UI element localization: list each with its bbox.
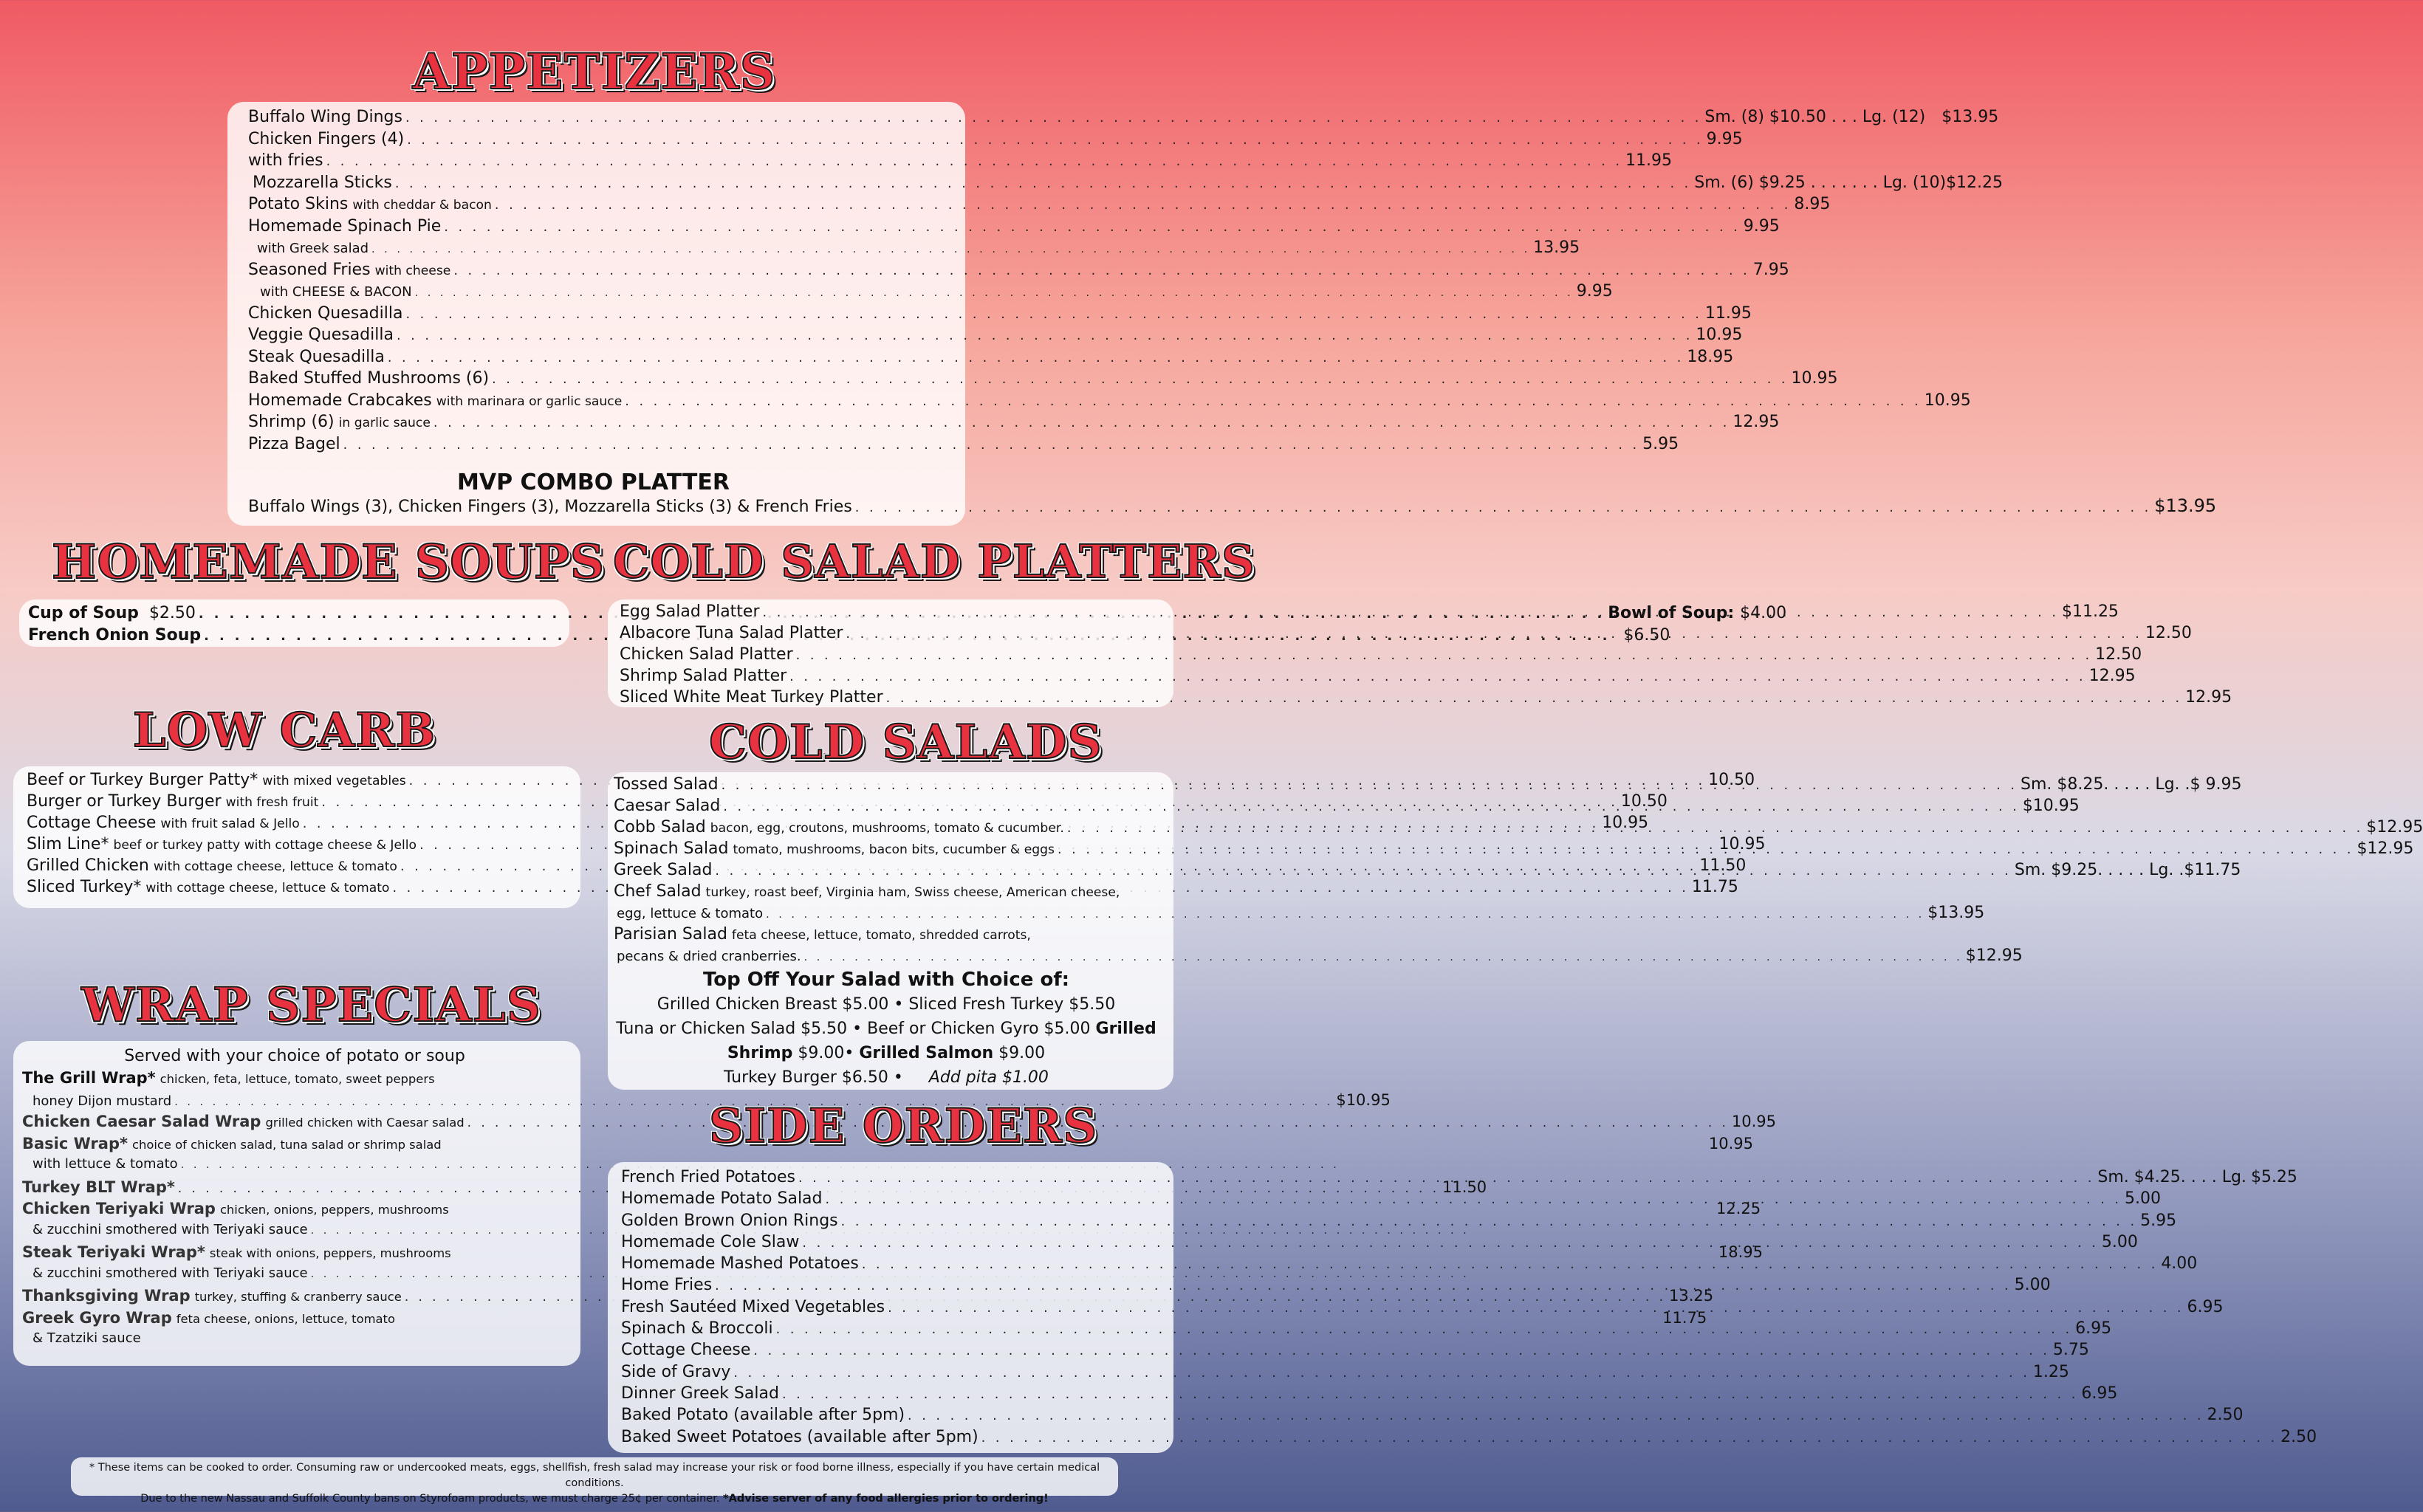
list-item [248, 195, 1831, 217]
disclaimer-line: * These items can be cooked to order. Consuming raw or undercooked meats, eggs, shellfish, fresh salad may increase your risk or food borne illness, especially if you have certain medical conditions. [89, 1462, 1100, 1489]
appetizers-heading: APPETIZERS [412, 43, 776, 100]
item-description: with mixed vegetables [262, 774, 406, 788]
item-price: 6.95 [2075, 1319, 2112, 1339]
list-item [248, 173, 2004, 196]
item-price: $12.25 [1946, 173, 2004, 192]
item-name: Shrimp Salad Platter [620, 667, 787, 685]
leader-dots [766, 909, 1925, 921]
appetizers-panel [227, 102, 2217, 526]
item-name: Chicken Caesar Salad Wrap [22, 1113, 261, 1130]
appetizers-list [248, 108, 2004, 456]
list-item-continuation [22, 1330, 567, 1353]
item-price: $10.95 [2022, 797, 2080, 815]
item-price: 10.95 [1791, 369, 1838, 388]
list-item [248, 216, 1780, 239]
item-name: Spinach Salad [614, 839, 729, 858]
leader-dots [804, 952, 1963, 963]
item-price: $12.95 [2357, 839, 2414, 858]
item-price: $12.95 [2366, 818, 2423, 836]
item-sizes: Sm. (8) $10.50 . . . Lg. (12) [1704, 108, 1926, 126]
item-price: 12.95 [1733, 413, 1780, 431]
leader-dots [733, 1366, 2029, 1381]
item-description: chicken, onions, peppers, mushrooms [219, 1203, 449, 1217]
leader-dots [782, 1387, 2078, 1402]
item-price: 2.50 [2280, 1427, 2317, 1446]
leader-dots [789, 670, 2086, 684]
item-price: 12.25 [1716, 1200, 1761, 1217]
list-item-continuation [614, 904, 1985, 925]
item-description: tomato, mushrooms, bacon bits, cucumber & eggs [733, 842, 1055, 857]
list-item [248, 369, 1838, 391]
item-name: Pizza Bagel [248, 434, 340, 453]
toppings-text: $9.00• [798, 1044, 854, 1062]
list-item [621, 1384, 2118, 1406]
leader-dots [763, 605, 2059, 620]
list-item [621, 1427, 2317, 1449]
item-name: Cottage Cheese [621, 1341, 751, 1360]
item-price: $11.75 [2184, 861, 2241, 879]
item-name: Mozzarella Sticks [253, 173, 392, 192]
item-name: Egg Salad Platter [620, 602, 760, 621]
list-item [621, 1362, 2069, 1384]
leader-dots [796, 648, 2092, 663]
item-name: Side of Gravy [621, 1362, 731, 1381]
item-name: Chicken Fingers (4) [248, 129, 405, 148]
item-price: 5.00 [2124, 1189, 2161, 1209]
item-name: Sliced Turkey* [27, 878, 142, 896]
item-price: 10.95 [1731, 1113, 1776, 1130]
cold-salads-heading: COLD SALADS [709, 715, 1103, 770]
item-name: Potato Skins [248, 195, 349, 213]
item-name: Shrimp (6) [248, 413, 335, 431]
list-item [248, 434, 1679, 457]
list-item [620, 688, 2232, 709]
toppings-text: Add pita $1.00 [928, 1068, 1049, 1087]
item-name: Buffalo Wing Dings [248, 108, 402, 126]
leader-dots [908, 1409, 2204, 1423]
list-item [22, 1134, 1753, 1157]
item-name: French Fried Potatoes [621, 1168, 795, 1186]
item-price: $5.25 [2250, 1168, 2297, 1186]
leader-dots [415, 287, 1574, 299]
list-item [621, 1406, 2244, 1427]
leader-dots [405, 111, 1701, 126]
item-description: with lettuce & tomato [32, 1156, 178, 1172]
item-description: with fruit salad & Jello [160, 817, 300, 831]
item-description: & zucchini smothered with Teriyaki sauce [32, 1221, 308, 1237]
list-item [248, 347, 1734, 370]
toppings-line: Grilled Chicken Breast $5.00 • Sliced Fresh Turkey $5.50 [657, 995, 1116, 1014]
toppings-text: $9.00 [998, 1044, 1046, 1062]
toppings-text: Turkey Burger $6.50 • [724, 1068, 903, 1087]
toppings-text: Shrimp [727, 1044, 793, 1062]
item-name: Golden Brown Onion Rings [621, 1211, 838, 1230]
leader-dots [826, 1192, 2122, 1207]
leader-dots [753, 1344, 2049, 1358]
item-name: Home Fries [621, 1276, 713, 1295]
list-item [248, 282, 1613, 304]
list-item [248, 260, 1789, 283]
item-name: Slim Line* [27, 835, 109, 853]
item-name: Homemade Cole Slaw [621, 1232, 800, 1251]
item-price: 8.95 [1794, 195, 1831, 213]
list-item [614, 925, 1159, 946]
item-price: 12.50 [2095, 645, 2142, 664]
menu-disclaimer [71, 1457, 1118, 1505]
leader-dots [981, 1431, 2278, 1446]
item-name: Homemade Spinach Pie [248, 216, 442, 236]
leader-dots [1067, 821, 2363, 836]
item-name: Burger or Turkey Burger [27, 792, 222, 811]
item-name: Tossed Salad [614, 775, 719, 794]
disclaimer-line [78, 1491, 1111, 1507]
item-name: Greek Salad [614, 861, 713, 879]
leader-dots [388, 351, 1684, 365]
item-price: 11.50 [1442, 1178, 1487, 1196]
item-description: turkey, roast beef, Virginia ham, Swiss cheese, American cheese, [705, 885, 1120, 900]
toppings-text: Grilled [1095, 1020, 1156, 1038]
item-description: beef or turkey patty with cottage cheese & Jello [113, 838, 417, 853]
leader-dots [855, 501, 2151, 515]
item-description: egg, lettuce & tomato [617, 906, 764, 921]
item-name: Chef Salad [614, 882, 702, 901]
item-price: 9.95 [1743, 216, 1780, 236]
item-name: Albacore Tuna Salad Platter [620, 624, 843, 642]
item-description: pecans & dried cranberries. [617, 949, 801, 964]
leader-dots [1058, 842, 2354, 857]
item-price: 10.95 [1602, 814, 1649, 832]
item-name: Sliced White Meat Turkey Platter [620, 688, 883, 707]
leader-dots [453, 264, 1749, 278]
item-name: Parisian Salad [614, 925, 727, 944]
leader-dots [495, 198, 1791, 213]
item-price: 10.95 [1696, 326, 1743, 344]
item-name: Turkey BLT Wrap* [22, 1178, 175, 1196]
item-name: with Greek salad [257, 241, 369, 256]
allergy-warning: *Advise server of any food allergies prior to ordering! [723, 1493, 1049, 1505]
item-description: with fresh fruit [225, 795, 319, 810]
leader-dots [722, 778, 2018, 793]
item-price: 11.95 [1704, 303, 1752, 323]
leader-dots [888, 1301, 2184, 1316]
leader-dots [343, 438, 1639, 453]
salad-toppings [614, 968, 1159, 1090]
leader-dots [371, 244, 1530, 255]
leader-dots [433, 416, 1730, 430]
item-name: Dinner Greek Salad [621, 1384, 779, 1403]
item-name: Greek Gyro Wrap [22, 1308, 172, 1327]
item-price: $ 9.95 [2190, 775, 2242, 794]
list-item [614, 882, 1159, 904]
item-description: turkey, stuffing & cranberry sauce [194, 1290, 402, 1304]
toppings-text: Grilled Salmon [859, 1044, 994, 1062]
item-sizes: Sm. (6) $9.25 . . . . . . . Lg. (10) [1694, 173, 1947, 192]
item-price: $4.00 [1740, 604, 1787, 622]
item-price: 11.50 [1699, 856, 1747, 875]
item-price: 9.95 [1706, 129, 1743, 148]
leader-dots [326, 154, 1622, 169]
item-description: in garlic sauce [338, 416, 431, 430]
item-price: 2.50 [2207, 1406, 2244, 1425]
item-price: 6.95 [2081, 1384, 2118, 1403]
item-description: grilled chicken with Caesar salad [265, 1116, 465, 1130]
leader-dots [467, 1115, 1729, 1130]
wraps-heading: WRAP SPECIALS [81, 977, 541, 1033]
toppings-text: Tuna or Chicken Salad $5.50 • Beef or Chicken Gyro $5.00 [616, 1020, 1091, 1038]
soups-heading: HOMEMADE SOUPS [52, 535, 606, 590]
item-description: feta cheese, lettuce, tomato, shredded carrots, [731, 928, 1031, 943]
item-price: $11.25 [2061, 602, 2119, 621]
item-price: 12.95 [2185, 688, 2232, 707]
leader-dots [715, 864, 2011, 879]
leader-dots [798, 1171, 2094, 1186]
item-price: 5.00 [2014, 1276, 2051, 1295]
leader-dots [492, 372, 1788, 387]
item-price: $2.50 [148, 604, 196, 622]
item-name: French Onion Soup [28, 626, 202, 645]
item-price: 13.95 [1533, 238, 1580, 257]
leader-dots [723, 800, 2019, 814]
list-item [621, 1211, 2177, 1233]
item-price: 18.95 [1687, 347, 1734, 366]
list-item-continuation [614, 946, 2023, 968]
list-item [620, 667, 2136, 688]
item-sizes: Sm. $9.25. . . . . Lg. . [2014, 861, 2184, 879]
item-description: with cottage cheese, lettuce & tomato [153, 859, 397, 874]
list-item [22, 1113, 1776, 1135]
item-name: Steak Quesadilla [248, 347, 385, 366]
platters-heading: COLD SALAD PLATTERS [613, 535, 1255, 588]
item-sizes: Sm. $8.25. . . . . Lg. . [2021, 775, 2190, 794]
item-name: Homemade Crabcakes [248, 391, 432, 410]
item-name: Basic Wrap* [22, 1134, 128, 1152]
item-name: Chicken Quesadilla [248, 303, 403, 323]
item-price: $13.95 [2154, 495, 2217, 516]
item-price: 9.95 [1576, 282, 1613, 300]
list-item [248, 391, 1971, 413]
list-item [248, 129, 1743, 152]
item-price: 10.50 [1708, 771, 1755, 789]
list-item-continuation [22, 1222, 567, 1244]
item-sizes: Sm. $4.25. . . . Lg. [2097, 1168, 2246, 1186]
item-description: with cheddar & bacon [352, 198, 492, 213]
item-name: Beef or Turkey Burger Patty* [27, 771, 258, 789]
item-description: bacon, egg, croutons, mushrooms, tomato & cucumber. [710, 821, 1064, 836]
disclaimer-text: Due to the new Nassau and Suffolk County bans on Styrofoam products, we must charge 25¢ per container. [140, 1493, 720, 1505]
item-name: Chicken Salad Platter [620, 645, 793, 664]
leader-dots [886, 691, 2182, 706]
list-item [621, 1319, 2112, 1341]
item-description: with cottage cheese, lettuce & tomato [145, 881, 390, 896]
item-name: Baked Potato (available after 5pm) [621, 1406, 905, 1425]
toppings-line [614, 1017, 1159, 1041]
item-description: with cheese [374, 263, 451, 278]
item-price: 1.25 [2032, 1362, 2069, 1381]
item-name: Chicken Teriyaki Wrap [22, 1200, 216, 1217]
item-name: Cottage Cheese [27, 814, 157, 832]
item-price: 5.95 [2140, 1211, 2177, 1230]
list-item [248, 108, 1999, 130]
leader-dots [405, 307, 1701, 322]
list-item [620, 645, 2142, 667]
item-price: 10.95 [1708, 1134, 1753, 1152]
item-price: $6.50 [1623, 626, 1670, 645]
item-price: 10.50 [1620, 792, 1668, 811]
leader-dots [407, 133, 1703, 148]
toppings-line [614, 1041, 1159, 1065]
leader-dots [776, 1322, 2072, 1337]
item-name: Homemade Mashed Potatoes [621, 1254, 859, 1274]
item-price: 7.95 [1752, 260, 1789, 279]
item-description: with marinara or garlic sauce [436, 394, 623, 409]
item-name: Caesar Salad [614, 797, 721, 815]
toppings-heading: Top Off Your Salad with Choice of: [702, 969, 1070, 991]
list-item [621, 1341, 2089, 1362]
item-name: Cobb Salad [614, 818, 706, 836]
leader-dots [625, 394, 1921, 409]
leader-dots [846, 627, 2142, 642]
item-price: 10.95 [1718, 835, 1766, 853]
item-description: choice of chicken salad, tuna salad or shrimp salad [131, 1137, 442, 1152]
item-name: Steak Teriyaki Wrap* [22, 1243, 205, 1261]
item-price: 12.50 [2145, 624, 2192, 642]
list-item [248, 238, 1580, 261]
item-price: $10.95 [1336, 1090, 1391, 1109]
mvp-combo-row [248, 495, 2217, 518]
low-carb-heading: LOW CARB [132, 703, 436, 758]
item-price: 11.95 [1625, 151, 1672, 170]
list-item [248, 151, 1672, 173]
item-price: 10.95 [1924, 391, 1971, 410]
item-price: $12.95 [1965, 946, 2023, 965]
leader-dots [802, 1236, 2098, 1251]
item-description: & zucchini smothered with Teriyaki sauce [32, 1265, 308, 1281]
item-name: The Grill Wrap* [22, 1069, 156, 1087]
leader-dots [841, 1214, 2137, 1229]
item-price: 12.95 [2088, 667, 2136, 685]
item-price: 11.75 [1662, 1308, 1707, 1327]
list-item [248, 413, 1780, 435]
list-item-continuation [22, 1156, 567, 1178]
item-price: 11.75 [1691, 878, 1738, 896]
item-name: Veggie Quesadilla [248, 326, 394, 344]
item-price: 18.95 [1718, 1243, 1763, 1261]
item-price: 5.95 [1642, 434, 1679, 453]
list-item [248, 303, 1752, 326]
leader-dots [395, 176, 1691, 191]
item-description: Buffalo Wings (3), Chicken Fingers (3), Mozzarella Sticks (3) & French Fries [248, 498, 852, 516]
item-price: $13.95 [1927, 904, 1985, 922]
item-price: 4.00 [2161, 1254, 2198, 1274]
leader-dots [862, 1257, 2158, 1272]
list-item [621, 1254, 2198, 1276]
item-price: 13.25 [1669, 1287, 1714, 1305]
list-item [248, 326, 1743, 348]
item-price: 5.00 [2101, 1232, 2138, 1251]
item-name: Bowl of Soup: [1608, 604, 1735, 622]
item-name: Homemade Potato Salad [621, 1189, 823, 1209]
item-price: 5.75 [2052, 1341, 2089, 1360]
item-name: Seasoned Fries [248, 260, 371, 279]
item-description: steak with onions, peppers, mushrooms [209, 1246, 451, 1260]
item-name: with fries [248, 151, 323, 170]
item-name: Thanksgiving Wrap [22, 1287, 191, 1305]
item-name: Cup of Soup [28, 604, 139, 622]
item-price: $13.95 [1942, 108, 1999, 126]
leader-dots [397, 329, 1693, 343]
item-name: Grilled Chicken [27, 856, 149, 875]
mvp-combo-heading: MVP COMBO PLATTER [457, 470, 730, 495]
item-name: Baked Sweet Potatoes (available after 5pm) [621, 1427, 979, 1446]
leader-dots [715, 1279, 2011, 1293]
toppings-line [614, 1065, 1159, 1090]
item-name: Fresh Sautéed Mixed Vegetables [621, 1297, 885, 1316]
item-name: Spinach & Broccoli [621, 1319, 773, 1339]
item-description: & Tzatziki sauce [32, 1330, 141, 1346]
list-item-continuation [22, 1090, 1391, 1113]
wraps-served-note: Served with your choice of potato or soup [124, 1047, 465, 1065]
item-description: honey Dijon mustard [32, 1093, 172, 1109]
item-description: chicken, feta, lettuce, tomato, sweet peppers [160, 1072, 435, 1086]
leader-dots [444, 220, 1740, 235]
item-name: with CHEESE & BACON [260, 284, 412, 300]
item-price: 6.95 [2187, 1297, 2224, 1316]
list-item-continuation [22, 1265, 567, 1288]
list-item [22, 1069, 567, 1091]
side-orders-heading: SIDE ORDERS [709, 1099, 1098, 1154]
item-description: feta cheese, onions, lettuce, tomato [176, 1311, 395, 1326]
item-name: Baked Stuffed Mushrooms (6) [248, 369, 490, 388]
